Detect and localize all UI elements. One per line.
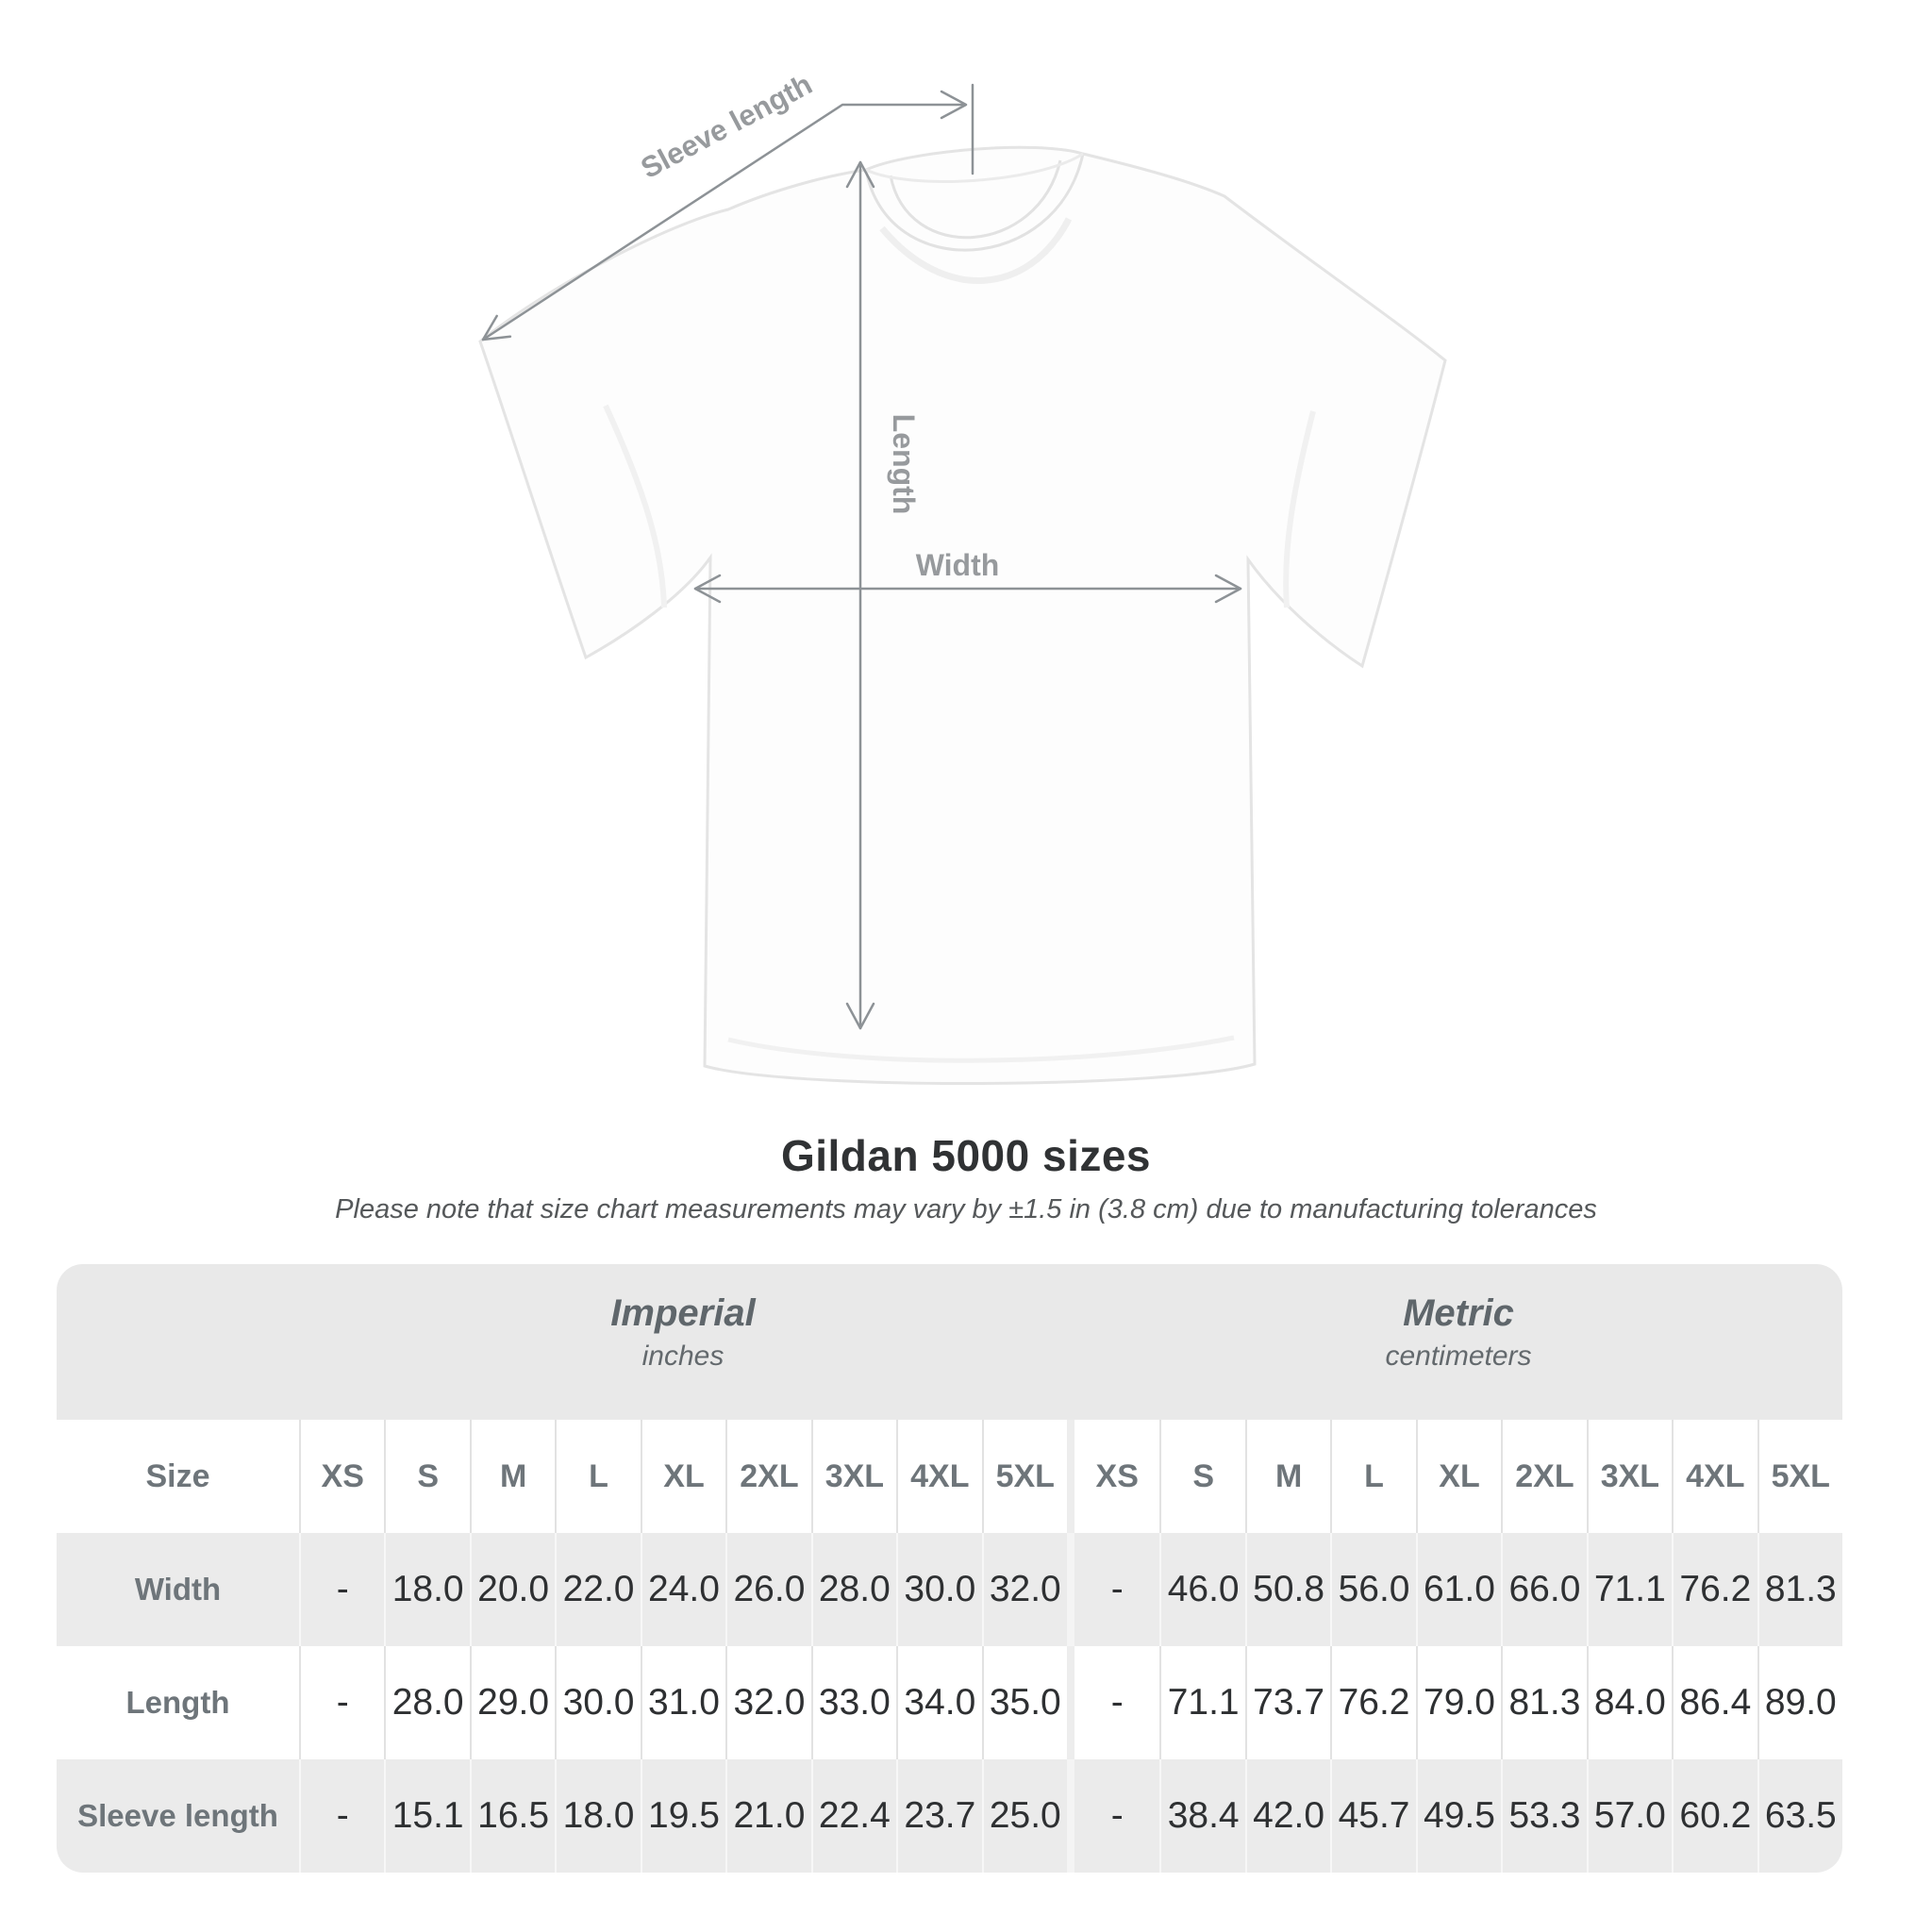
column-header-imperial-s: S — [384, 1420, 469, 1533]
tshirt-shape — [480, 147, 1445, 1083]
value-cell: 30.0 — [555, 1646, 640, 1759]
section-divider — [1067, 1759, 1074, 1873]
size-table — [57, 1264, 1842, 1873]
row-label: Length — [57, 1646, 299, 1759]
column-header-metric-l: L — [1330, 1420, 1415, 1533]
value-cell: - — [1074, 1759, 1159, 1873]
size-column-header: Size — [57, 1420, 299, 1533]
imperial-section-label: Imperial — [610, 1292, 756, 1334]
column-header-imperial-l: L — [555, 1420, 640, 1533]
value-cell: 76.2 — [1330, 1646, 1415, 1759]
value-cell: 18.0 — [555, 1759, 640, 1873]
value-cell: 18.0 — [384, 1533, 469, 1646]
value-cell: 16.5 — [470, 1759, 555, 1873]
row-label: Sleeve length — [57, 1759, 299, 1873]
table-row-length — [57, 1646, 1842, 1759]
section-divider — [1067, 1646, 1074, 1759]
value-cell: 25.0 — [982, 1759, 1067, 1873]
metric-unit-label: centimeters — [1385, 1341, 1532, 1372]
value-cell: 46.0 — [1159, 1533, 1244, 1646]
column-header-imperial-2xl: 2XL — [725, 1420, 810, 1533]
value-cell: 71.1 — [1587, 1533, 1672, 1646]
value-cell: 81.3 — [1501, 1646, 1586, 1759]
value-cell: - — [299, 1759, 384, 1873]
value-cell: 84.0 — [1587, 1646, 1672, 1759]
table-header-row — [57, 1420, 1842, 1533]
value-cell: 20.0 — [470, 1533, 555, 1646]
value-cell: 66.0 — [1501, 1533, 1586, 1646]
value-cell: 23.7 — [896, 1759, 981, 1873]
value-cell: 81.3 — [1757, 1533, 1842, 1646]
value-cell: - — [299, 1533, 384, 1646]
value-cell: 28.0 — [811, 1533, 896, 1646]
table-row-sleeve-length — [57, 1759, 1842, 1873]
section-divider — [1067, 1533, 1074, 1646]
value-cell: 89.0 — [1757, 1646, 1842, 1759]
column-header-metric-2xl: 2XL — [1501, 1420, 1586, 1533]
value-cell: 42.0 — [1245, 1759, 1330, 1873]
value-cell: 24.0 — [641, 1533, 725, 1646]
column-header-metric-4xl: 4XL — [1672, 1420, 1757, 1533]
column-header-metric-5xl: 5XL — [1757, 1420, 1842, 1533]
value-cell: 19.5 — [641, 1759, 725, 1873]
column-header-imperial-xl: XL — [641, 1420, 725, 1533]
imperial-section — [299, 1291, 1067, 1377]
value-cell: 60.2 — [1672, 1759, 1757, 1873]
value-cell: - — [1074, 1533, 1159, 1646]
value-cell: - — [299, 1646, 384, 1759]
value-cell: 30.0 — [896, 1533, 981, 1646]
value-cell: 79.0 — [1416, 1646, 1501, 1759]
section-divider — [1067, 1420, 1074, 1533]
value-cell: 26.0 — [725, 1533, 810, 1646]
value-cell: 45.7 — [1330, 1759, 1415, 1873]
value-cell: 34.0 — [896, 1646, 981, 1759]
column-header-metric-xl: XL — [1416, 1420, 1501, 1533]
unit-band — [57, 1264, 1842, 1420]
column-header-imperial-5xl: 5XL — [982, 1420, 1067, 1533]
value-cell: 73.7 — [1245, 1646, 1330, 1759]
metric-section — [1074, 1291, 1842, 1377]
column-header-imperial-3xl: 3XL — [811, 1420, 896, 1533]
value-cell: 63.5 — [1757, 1759, 1842, 1873]
value-cell: 86.4 — [1672, 1646, 1757, 1759]
value-cell: 53.3 — [1501, 1759, 1586, 1873]
value-cell: 15.1 — [384, 1759, 469, 1873]
value-cell: 31.0 — [641, 1646, 725, 1759]
page-title: Gildan 5000 sizes — [780, 1131, 1152, 1180]
length-label: Length — [887, 413, 921, 515]
value-cell: 76.2 — [1672, 1533, 1757, 1646]
value-cell: 32.0 — [982, 1533, 1067, 1646]
value-cell: 22.4 — [811, 1759, 896, 1873]
table-row-width — [57, 1533, 1842, 1646]
metric-section-label: Metric — [1403, 1292, 1514, 1334]
value-cell: 22.0 — [555, 1533, 640, 1646]
column-header-metric-3xl: 3XL — [1587, 1420, 1672, 1533]
imperial-unit-label: inches — [641, 1341, 724, 1372]
width-label: Width — [915, 548, 1000, 582]
column-header-metric-s: S — [1159, 1420, 1244, 1533]
value-cell: 35.0 — [982, 1646, 1067, 1759]
column-header-imperial-xs: XS — [299, 1420, 384, 1533]
value-cell: 38.4 — [1159, 1759, 1244, 1873]
value-cell: 21.0 — [725, 1759, 810, 1873]
column-header-imperial-4xl: 4XL — [896, 1420, 981, 1533]
column-header-imperial-m: M — [470, 1420, 555, 1533]
row-label: Width — [57, 1533, 299, 1646]
value-cell: - — [1074, 1646, 1159, 1759]
page-subtitle: Please note that size chart measurements may vary by ±1.5 in (3.8 cm) due to manufacturing tolerances — [335, 1194, 1597, 1224]
value-cell: 32.0 — [725, 1646, 810, 1759]
value-cell: 49.5 — [1416, 1759, 1501, 1873]
value-cell: 29.0 — [470, 1646, 555, 1759]
column-header-metric-m: M — [1245, 1420, 1330, 1533]
value-cell: 56.0 — [1330, 1533, 1415, 1646]
column-header-metric-xs: XS — [1074, 1420, 1159, 1533]
value-cell: 33.0 — [811, 1646, 896, 1759]
value-cell: 28.0 — [384, 1646, 469, 1759]
sleeve-length-label: Sleeve length — [635, 67, 818, 186]
value-cell: 71.1 — [1159, 1646, 1244, 1759]
value-cell: 50.8 — [1245, 1533, 1330, 1646]
value-cell: 61.0 — [1416, 1533, 1501, 1646]
value-cell: 57.0 — [1587, 1759, 1672, 1873]
